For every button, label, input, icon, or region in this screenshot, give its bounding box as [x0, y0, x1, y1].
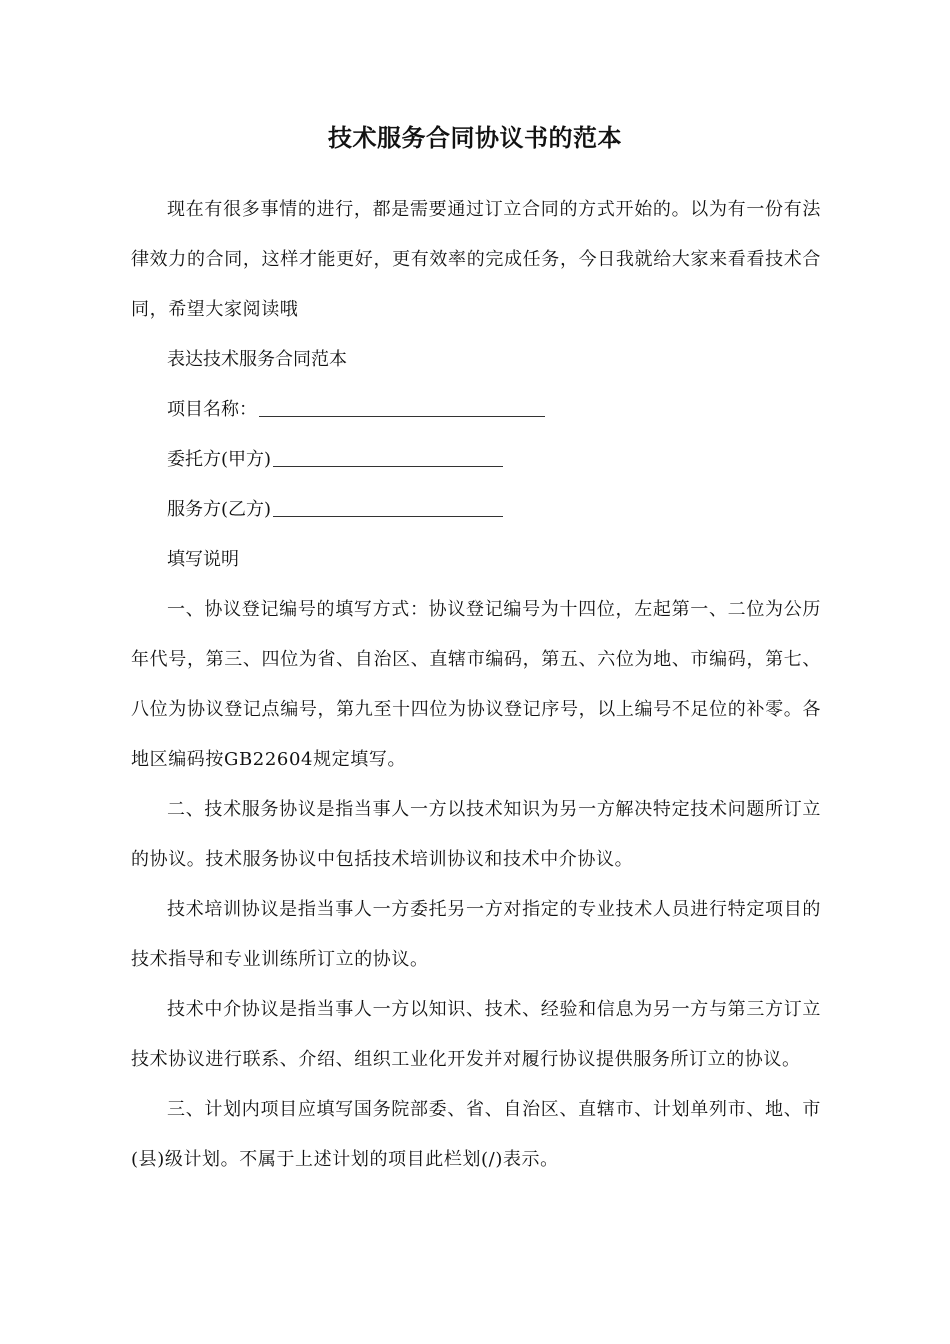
client-blank — [273, 448, 503, 467]
instruction-paragraph-3: 技术培训协议是指当事人一方委托另一方对指定的专业技术人员进行特定项目的技术指导和专业训练所订立的协议。 — [131, 899, 821, 970]
intro-paragraph: 现在有很多事情的进行，都是需要通过订立合同的方式开始的。以为有一份有法律效力的合同，这样才能更好，更有效率的完成任务，今日我就给大家来看看技术合同，希望大家阅读哦 — [131, 199, 821, 320]
instructions-heading: 填写说明 — [167, 549, 239, 570]
client-label: 委托方(甲方) — [167, 449, 272, 470]
project-name-blank — [259, 398, 545, 417]
instruction-paragraph-2: 二、技术服务协议是指当事人一方以技术知识为另一方解决特定技术问题所订立的协议。技术服务协议中包括技术培训协议和技术中介协议。 — [131, 799, 821, 870]
client-field — [131, 435, 821, 485]
instruction-paragraph-1: 一、协议登记编号的填写方式：协议登记编号为十四位，左起第一、二位为公历年代号，第三、四位为省、自治区、直辖市编码，第五、六位为地、市编码，第七、八位为协议登记点编号，第九至十四位为协议登记序号，以上编号不足位的补零。各地区编码按GB22604规定填写。 — [131, 599, 821, 770]
project-name-label: 项目名称： — [167, 399, 257, 420]
document-body — [131, 185, 821, 1185]
provider-label: 服务方(乙方) — [167, 499, 272, 520]
provider-field — [131, 485, 821, 535]
project-name-field — [131, 385, 821, 435]
instruction-paragraph-4: 技术中介协议是指当事人一方以知识、技术、经验和信息为另一方与第三方订立技术协议进行联系、介绍、组织工业化开发并对履行协议提供服务所订立的协议。 — [131, 999, 821, 1070]
provider-blank — [273, 498, 503, 517]
contract-subtitle: 表达技术服务合同范本 — [167, 349, 347, 370]
instruction-paragraph-5: 三、计划内项目应填写国务院部委、省、自治区、直辖市、计划单列市、地、市(县)级计划。不属于上述计划的项目此栏划(/)表示。 — [131, 1099, 821, 1170]
document-title: 技术服务合同协议书的范本 — [328, 124, 622, 152]
